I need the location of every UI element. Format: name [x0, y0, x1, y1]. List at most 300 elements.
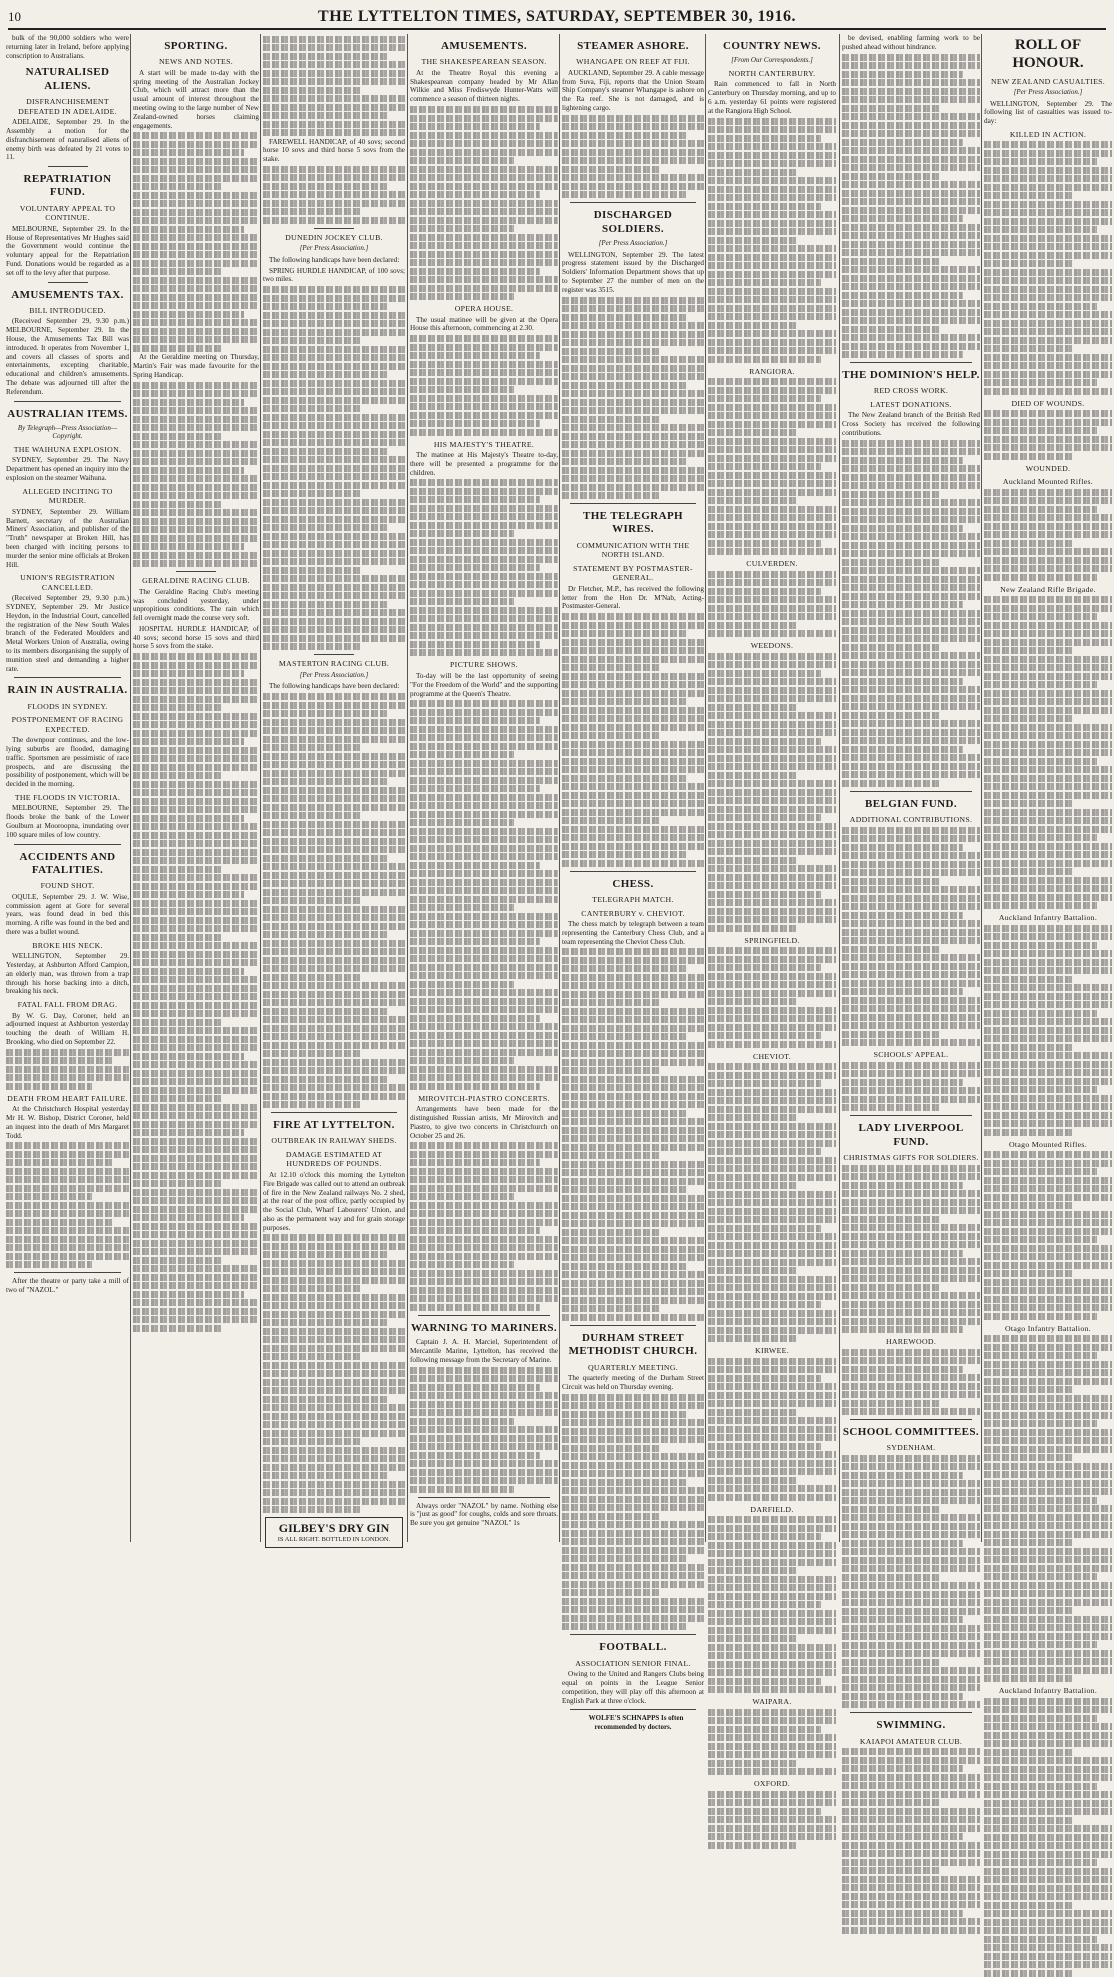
text-line: [410, 624, 558, 631]
text-line: [708, 814, 821, 821]
text-line: [984, 1582, 1112, 1589]
text-line: [842, 746, 963, 753]
text-line: [984, 783, 1112, 790]
text-line: [708, 1024, 836, 1031]
text-line: [842, 1005, 980, 1012]
text-line: [984, 226, 1097, 233]
text-line: [842, 1667, 980, 1674]
text-line: [562, 1246, 704, 1253]
text-line: [842, 343, 980, 350]
text-line: [708, 1584, 836, 1591]
text-line: [133, 166, 259, 173]
text-line: [708, 429, 798, 436]
text-line: [562, 467, 704, 474]
divider: [14, 844, 121, 845]
text-line: [842, 326, 939, 333]
column-rule: [559, 34, 560, 1542]
text-line: [263, 1067, 405, 1074]
text-line: [263, 719, 405, 726]
text-line: [984, 1446, 1112, 1453]
text-line: [562, 1606, 704, 1613]
text-line: [263, 957, 405, 964]
text-line: [133, 1061, 259, 1068]
text-line: [708, 1106, 836, 1113]
subheadline: FATAL FALL FROM DRAG.: [17, 1000, 118, 1010]
text-line: [263, 44, 405, 51]
headline: AUSTRALIAN ITEMS.: [7, 407, 128, 420]
text-line: [562, 809, 704, 816]
text-line: [708, 630, 836, 637]
text-line: [133, 1002, 259, 1009]
headline: COUNTRY NEWS.: [723, 40, 821, 52]
text-line: [410, 811, 558, 818]
subheadline: KIRWEE.: [755, 1346, 789, 1356]
text-line: [708, 1726, 821, 1733]
text-line: [708, 186, 836, 193]
text-line: [133, 1095, 221, 1102]
text-line: [562, 382, 687, 389]
text-line: [410, 615, 558, 622]
text-line: [562, 322, 704, 329]
text-line: [708, 806, 836, 813]
text-line: [708, 670, 821, 677]
text-line: [708, 339, 836, 346]
text-line: [410, 760, 558, 767]
text-line: [708, 1140, 836, 1147]
text-line: [984, 1168, 1097, 1175]
subheadline: ASSOCIATION SENIOR FINAL.: [575, 1658, 691, 1668]
text-line: [842, 627, 980, 634]
article-text: The matinee at His Majesty's Theatre to-day, there will be presented a programme for the children.: [410, 451, 558, 477]
text-line: [562, 356, 704, 363]
text-line: [6, 1083, 92, 1090]
text-line: [842, 686, 980, 693]
text-line: [708, 169, 798, 176]
text-line: [263, 337, 362, 344]
text-line: [6, 1142, 129, 1149]
text-line: [708, 956, 836, 963]
text-line: [842, 1014, 980, 1021]
text-line: [562, 1297, 704, 1304]
text-line: [133, 662, 259, 669]
text-line: [984, 1766, 1112, 1773]
text-line: [263, 1498, 405, 1505]
text-line: [263, 744, 362, 751]
text-line: [842, 912, 963, 919]
text-line: [263, 1379, 405, 1386]
text-line: [842, 1893, 980, 1900]
text-line: [984, 1463, 1112, 1470]
text-line: [133, 772, 221, 779]
text-line: [263, 354, 405, 361]
text-line: [708, 857, 798, 864]
text-line: [562, 297, 704, 304]
text-line: [263, 770, 405, 777]
text-line: [842, 1391, 980, 1398]
text-line: [842, 71, 963, 78]
text-line: [708, 347, 836, 354]
text-line: [410, 1074, 558, 1081]
text-line: [263, 1430, 405, 1437]
text-line: [562, 1118, 704, 1125]
text-line: [842, 703, 980, 710]
text-line: [410, 1469, 558, 1476]
text-line: [410, 1253, 558, 1260]
advertisement-text: After the theatre or party take a mill of two of "NAZOL.": [6, 1277, 129, 1295]
text-line: [708, 1635, 798, 1642]
text-line: [562, 1305, 661, 1312]
text-line: [842, 224, 980, 231]
text-line: [842, 1374, 980, 1381]
subheadline: DAMAGE ESTIMATED AT HUNDREDS OF POUNDS.: [285, 1149, 383, 1169]
text-line: [708, 1041, 836, 1048]
article-text: WELLINGTON, September 29. The following list of casualties was issued to-day:: [984, 99, 1112, 126]
text-line: [708, 1174, 836, 1181]
text-line: [263, 601, 388, 608]
text-line: [263, 643, 362, 650]
text-line: [842, 1659, 939, 1666]
ad-headline: GILBEY'S DRY GIN: [278, 1521, 390, 1536]
text-line: [842, 1676, 980, 1683]
text-line: [708, 789, 836, 796]
text-line: [133, 670, 244, 677]
text-line: [842, 1070, 980, 1077]
text-line: [133, 985, 259, 992]
text-line: [263, 121, 405, 128]
divider: [570, 1325, 696, 1326]
text-line: [263, 1319, 388, 1326]
text-line: [263, 1042, 405, 1049]
text-line: [842, 516, 980, 523]
text-line: [133, 900, 259, 907]
text-line: [842, 317, 980, 324]
text-line: [410, 225, 514, 232]
text-line: [562, 1127, 704, 1134]
headline: DISCHARGED SOLDIERS.: [593, 209, 673, 235]
text-line: [984, 885, 1112, 892]
text-line: [842, 1022, 980, 1029]
text-line: [984, 1129, 1074, 1136]
text-line: [562, 407, 704, 414]
text-line: [984, 235, 1112, 242]
text-line: [410, 1159, 540, 1166]
text-line: [984, 673, 1112, 680]
column-rule: [839, 34, 840, 1542]
subheadline: RED CROSS WORK.: [873, 386, 949, 396]
text-line: [133, 857, 259, 864]
text-line: [842, 173, 939, 180]
text-line: [708, 1816, 836, 1823]
text-line: [562, 965, 687, 972]
text-line: [263, 618, 405, 625]
text-line: [708, 738, 821, 745]
text-line: [263, 965, 405, 972]
text-line: [708, 755, 836, 762]
text-line: [562, 732, 661, 739]
text-line: [984, 1624, 1112, 1631]
text-line: [263, 456, 405, 463]
text-line: [263, 53, 388, 60]
text-line: [562, 647, 704, 654]
text-line: [562, 149, 704, 156]
text-line: [984, 1675, 1074, 1682]
text-line: [133, 407, 259, 414]
text-line: [842, 1918, 980, 1925]
text-line: [263, 1234, 405, 1241]
text-line: [562, 800, 704, 807]
gilbeys-gin-advertisement: [265, 1517, 403, 1548]
text-line: [133, 1112, 259, 1119]
text-line: [410, 1278, 558, 1285]
text-line: [410, 1151, 558, 1158]
subheadline: NORTH CANTERBURY.: [728, 68, 816, 78]
text-line: [708, 1576, 836, 1583]
text-line: [263, 1489, 405, 1496]
text-line: [984, 218, 1112, 225]
text-line: [263, 1268, 405, 1275]
text-line: [842, 79, 980, 86]
divider: [14, 401, 121, 402]
text-line: [562, 1195, 704, 1202]
text-line: [842, 1650, 980, 1657]
text-line: [984, 1403, 1112, 1410]
text-line: [842, 929, 980, 936]
text-line: [984, 1262, 1112, 1269]
text-line: [842, 1349, 980, 1356]
text-line: [842, 1599, 980, 1606]
article-text: A start will be made to-day with the spring meeting of the Australian Jockey Club, which will attract more than the usual amount of interest throughout the meeting owing to the large number of New Zealand-owned horses claiming engagements.: [133, 68, 259, 130]
text-line: [410, 981, 514, 988]
text-line: [984, 1471, 1112, 1478]
text-line: [708, 1225, 821, 1232]
text-line: [984, 362, 1112, 369]
subheadline: BROKE HIS NECK.: [32, 940, 103, 950]
text-line: [708, 840, 836, 847]
text-line: [984, 950, 1112, 957]
text-line: [842, 729, 980, 736]
text-line: [708, 322, 798, 329]
text-line: [6, 1057, 114, 1064]
text-line: [984, 656, 1112, 663]
text-line: [984, 277, 1112, 284]
text-line: [562, 373, 704, 380]
divider: [48, 166, 88, 167]
text-line: [842, 1165, 980, 1172]
text-line: [984, 1211, 1112, 1218]
text-line: [984, 311, 1112, 318]
text-line: [562, 1263, 687, 1270]
text-line: [842, 147, 980, 154]
text-line: [263, 1353, 362, 1360]
text-line: [263, 838, 405, 845]
text-line: [133, 806, 259, 813]
text-line: [133, 416, 259, 423]
text-line: [410, 955, 558, 962]
text-line: [842, 1275, 980, 1282]
text-line: [410, 1057, 514, 1064]
text-line: [984, 269, 1112, 276]
text-line: [984, 1429, 1112, 1436]
text-line: [133, 518, 259, 525]
text-line: [133, 217, 259, 224]
text-line: [708, 763, 836, 770]
subheadline: THE SHAKESPEAREAN SEASON.: [421, 57, 547, 67]
text-line: [562, 1453, 704, 1460]
text-line: [708, 1734, 836, 1741]
subheadline: Otago Mounted Rifles.: [1009, 1139, 1087, 1149]
text-line: [984, 1599, 1112, 1606]
text-line: [263, 208, 362, 215]
subheadline: POSTPONEMENT OF RACING EXPECTED.: [11, 715, 124, 734]
text-line: [133, 1197, 259, 1204]
text-line: [263, 397, 405, 404]
text-line: [984, 158, 1097, 165]
text-line: [984, 1245, 1112, 1252]
text-line: [984, 388, 1112, 395]
text-line: [708, 653, 836, 660]
text-line: [984, 1800, 1112, 1807]
text-line: [708, 455, 836, 462]
text-line: [263, 129, 405, 136]
column-3: [263, 34, 405, 1542]
text-line: [410, 921, 558, 928]
text-line: [410, 836, 558, 843]
text-line: [842, 181, 980, 188]
subheadline: THE WAIHUNA EXPLOSION.: [13, 444, 122, 454]
subheadline: HIS MAJESTY'S THEATRE.: [433, 439, 535, 449]
text-line: [842, 96, 980, 103]
text-line: [263, 567, 362, 574]
text-line: [708, 831, 836, 838]
text-line: [984, 201, 1112, 208]
text-line: [263, 516, 405, 523]
text-line: [410, 564, 540, 571]
text-line: [410, 607, 558, 614]
text-line: [708, 1799, 836, 1806]
text-line: [410, 420, 540, 427]
subheadline: CHRISTMAS GIFTS FOR SOLDIERS.: [843, 1153, 979, 1163]
text-line: [984, 1296, 1112, 1303]
text-line: [708, 1477, 798, 1484]
text-line: [842, 1633, 980, 1640]
text-line: [562, 441, 704, 448]
text-line: [708, 279, 821, 286]
text-line: [410, 743, 558, 750]
text-line: [984, 1961, 1112, 1968]
text-line: [133, 441, 259, 448]
text-line: [842, 1625, 980, 1632]
text-line: [562, 157, 704, 164]
text-line: [410, 1032, 558, 1039]
advertisement-text: WOLFE'S SCHNAPPS Is often recommended by doctors.: [588, 1714, 684, 1731]
text-line: [263, 346, 405, 353]
text-line: [263, 78, 405, 85]
text-line: [562, 450, 704, 457]
text-line: [562, 1050, 704, 1057]
text-line: [708, 1392, 836, 1399]
headline: FIRE AT LYTTELTON.: [273, 1119, 395, 1132]
text-line: [410, 530, 514, 537]
text-line: [410, 242, 558, 249]
article-text: HOSPITAL HURDLE HANDICAP, of 40 sovs; second horse 15 sovs and third horse 5 sovs from the stake.: [133, 624, 259, 651]
text-line: [984, 1287, 1112, 1294]
divider: [850, 1419, 972, 1420]
text-line: [562, 826, 704, 833]
text-line: [410, 641, 540, 648]
text-line: [708, 1751, 836, 1758]
text-line: [708, 1284, 836, 1291]
text-line: [708, 973, 836, 980]
text-line: [984, 243, 1112, 250]
text-line: [562, 433, 704, 440]
text-line: [133, 1299, 259, 1306]
subheadline: UNION'S REGISTRATION CANCELLED.: [20, 573, 115, 592]
text-line: [133, 1206, 259, 1213]
text-line: [410, 149, 558, 156]
text-line: [708, 1250, 836, 1257]
text-line: [984, 1757, 1112, 1764]
text-line: [562, 492, 661, 499]
text-line: [263, 286, 405, 293]
text-line: [842, 1774, 980, 1781]
text-line: [984, 1279, 1112, 1286]
text-line: [263, 482, 405, 489]
text-line: [562, 132, 687, 139]
text-line: [6, 1168, 129, 1175]
text-line: [562, 1220, 704, 1227]
text-line: [133, 183, 221, 190]
text-line: [708, 1310, 836, 1317]
text-line: [562, 1229, 661, 1236]
text-line: [410, 369, 558, 376]
text-line: [708, 1335, 798, 1342]
text-line: [562, 775, 687, 782]
text-line: [984, 724, 1112, 731]
text-line: [410, 200, 558, 207]
text-line: [842, 895, 980, 902]
text-line: [133, 467, 244, 474]
divider: [570, 1634, 696, 1635]
subheadline: VOLUNTARY APPEAL TO CONTINUE.: [19, 203, 116, 223]
text-line: [263, 1277, 405, 1284]
column-2: [133, 34, 259, 1542]
text-line: [984, 1565, 1112, 1572]
text-line: [263, 320, 405, 327]
text-line: [263, 872, 405, 879]
text-line: [708, 1652, 836, 1659]
text-line: [133, 294, 259, 301]
text-line: [562, 698, 687, 705]
text-line: [842, 644, 939, 651]
text-line: [410, 1477, 558, 1484]
text-line: [708, 1208, 836, 1215]
text-line: [562, 982, 704, 989]
subheadline: KAIAPOI AMATEUR CLUB.: [859, 1736, 963, 1746]
text-line: [842, 1574, 939, 1581]
text-line: [708, 523, 836, 530]
text-line: [842, 1489, 980, 1496]
text-line: [842, 1901, 980, 1908]
text-line: [984, 1633, 1112, 1640]
text-line: [263, 1472, 388, 1479]
text-line: [984, 1202, 1074, 1209]
text-line: [708, 1032, 821, 1039]
text-line: [6, 1261, 92, 1268]
text-line: [133, 285, 259, 292]
text-line: [263, 906, 405, 913]
article-text: ADELAIDE, September 29. In the Assembly a motion for the disfranchisement of naturalised aliens of enemy birth was defeated by 21 votes to 11.: [6, 118, 129, 162]
text-line: [263, 626, 405, 633]
